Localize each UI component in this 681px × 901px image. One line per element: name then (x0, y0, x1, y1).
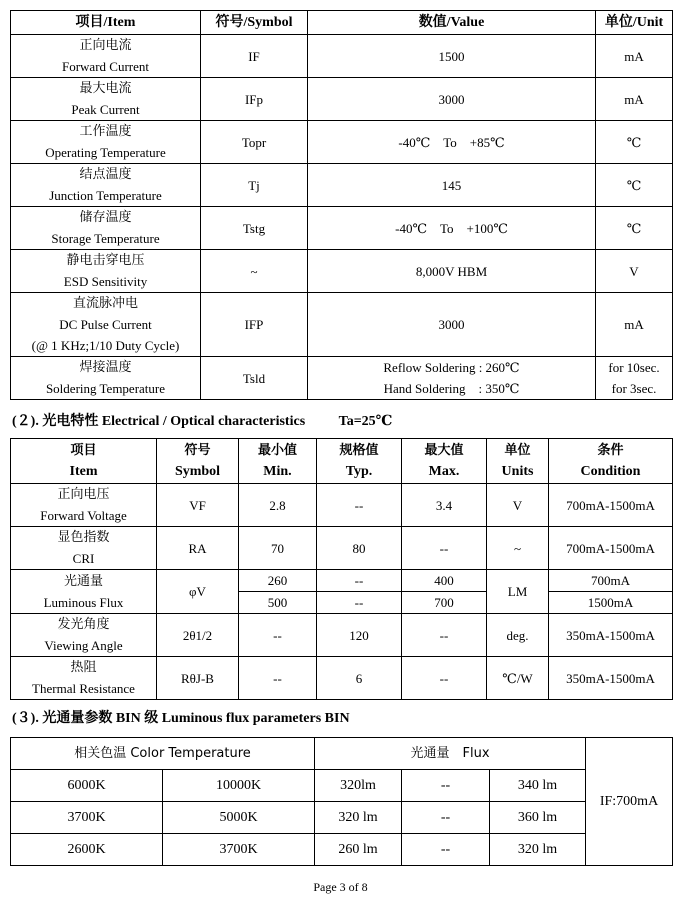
item-cell: 热阻 Thermal Resistance (11, 657, 157, 700)
symbol-cell: 2θ1/2 (157, 614, 239, 657)
unit-cell: deg. (487, 614, 549, 657)
header-condition: 条件 Condition (549, 439, 673, 484)
header-item: 项目 Item (11, 439, 157, 484)
value-cell: 3000 (308, 78, 596, 121)
condition-cell: 350mA-1500mA (549, 614, 673, 657)
item-cell: 静电击穿电压 ESD Sensitivity (11, 250, 201, 293)
flux-max-cell: 340 lm (490, 770, 586, 802)
flux-bin-table (10, 737, 673, 866)
section-3-heading (12, 707, 350, 727)
symbol-cell: φV (157, 570, 239, 614)
item-cell: 工作温度 Operating Temperature (11, 121, 201, 164)
header-unit: 单位/Unit (596, 11, 673, 35)
max-cell: 3.4 (402, 484, 487, 527)
flux-max-cell: 360 lm (490, 802, 586, 834)
value-cell: 145 (308, 164, 596, 207)
symbol-cell: Tstg (201, 207, 308, 250)
ct-min-cell: 6000K (11, 770, 163, 802)
symbol-cell: Tsld (201, 357, 308, 400)
unit-cell: mA (596, 293, 673, 357)
ct-max-cell: 3700K (163, 834, 315, 866)
separator-cell: -- (402, 802, 490, 834)
section-3-title: (３). 光通量参数 BIN 级 Luminous flux parameters BIN (12, 711, 350, 726)
table-row (11, 250, 673, 293)
unit-cell: mA (596, 35, 673, 78)
table-row (11, 78, 673, 121)
unit-cell: ℃/W (487, 657, 549, 700)
header-max: 最大值 Max. (402, 439, 487, 484)
value-cell: 1500 (308, 35, 596, 78)
unit-cell: ℃ (596, 207, 673, 250)
section-2-condition: Ta=25℃ (338, 414, 393, 429)
unit-cell: V (596, 250, 673, 293)
unit-cell: ℃ (596, 164, 673, 207)
min-cell: 500 (239, 592, 317, 614)
symbol-cell: RθJ-B (157, 657, 239, 700)
table-row (11, 484, 673, 527)
value-cell: 8,000V HBM (308, 250, 596, 293)
table-header-row (11, 738, 673, 770)
flux-min-cell: 320lm (315, 770, 402, 802)
table-row (11, 121, 673, 164)
typ-cell: -- (317, 592, 402, 614)
header-min: 最小值 Min. (239, 439, 317, 484)
typ-cell: 6 (317, 657, 402, 700)
typ-cell: -- (317, 484, 402, 527)
item-cell: 直流脉冲电 DC Pulse Current (@ 1 KHz;1/10 Duty Cycle) (11, 293, 201, 357)
table-row (11, 207, 673, 250)
symbol-cell: IFp (201, 78, 308, 121)
symbol-cell: IF (201, 35, 308, 78)
item-cell: 焊接温度 Soldering Temperature (11, 357, 201, 400)
item-cell: 显色指数 CRI (11, 527, 157, 570)
condition-cell: IF:700mA (586, 738, 673, 866)
symbol-cell: ~ (201, 250, 308, 293)
table-row (11, 570, 673, 592)
min-cell: -- (239, 657, 317, 700)
table-row (11, 802, 673, 834)
typ-cell: 80 (317, 527, 402, 570)
table-row (11, 614, 673, 657)
symbol-cell: Tj (201, 164, 308, 207)
separator-cell: -- (402, 770, 490, 802)
symbol-cell: Topr (201, 121, 308, 164)
table-row (11, 35, 673, 78)
table-row (11, 834, 673, 866)
value-cell: Reflow Soldering : 260℃ Hand Soldering : 350℃ (308, 357, 596, 400)
table-header-row (11, 11, 673, 35)
unit-cell: V (487, 484, 549, 527)
ct-max-cell: 10000K (163, 770, 315, 802)
separator-cell: -- (402, 834, 490, 866)
condition-cell: 1500mA (549, 592, 673, 614)
page-footer: Page 3 of 8 (313, 880, 368, 894)
table-row (11, 657, 673, 700)
max-cell: 700 (402, 592, 487, 614)
table-row (11, 770, 673, 802)
unit-cell: ~ (487, 527, 549, 570)
header-color-temperature: 相关色温 Color Temperature (11, 738, 315, 770)
section-2-heading (12, 410, 392, 430)
table-row (11, 164, 673, 207)
flux-max-cell: 320 lm (490, 834, 586, 866)
table-row (11, 293, 673, 357)
condition-cell: 700mA-1500mA (549, 484, 673, 527)
ct-max-cell: 5000K (163, 802, 315, 834)
ct-min-cell: 3700K (11, 802, 163, 834)
section-2-title: (２). 光电特性 Electrical / Optical characteristics (12, 414, 306, 429)
electrical-optical-table (10, 438, 673, 700)
min-cell: 260 (239, 570, 317, 592)
table-row (11, 527, 673, 570)
header-units: 单位 Units (487, 439, 549, 484)
absolute-ratings-table (10, 10, 673, 400)
value-cell: -40℃ To +85℃ (308, 121, 596, 164)
unit-cell: LM (487, 570, 549, 614)
unit-cell: mA (596, 78, 673, 121)
header-typ: 规格值 Typ. (317, 439, 402, 484)
header-item: 项目/Item (11, 11, 201, 35)
max-cell: -- (402, 657, 487, 700)
max-cell: -- (402, 614, 487, 657)
header-value: 数值/Value (308, 11, 596, 35)
value-cell: 3000 (308, 293, 596, 357)
table-header-row (11, 439, 673, 484)
min-cell: 70 (239, 527, 317, 570)
max-cell: 400 (402, 570, 487, 592)
max-cell: -- (402, 527, 487, 570)
item-cell: 结点温度 Junction Temperature (11, 164, 201, 207)
min-cell: -- (239, 614, 317, 657)
typ-cell: 120 (317, 614, 402, 657)
item-cell: 最大电流 Peak Current (11, 78, 201, 121)
symbol-cell: IFP (201, 293, 308, 357)
header-symbol: 符号/Symbol (201, 11, 308, 35)
min-cell: 2.8 (239, 484, 317, 527)
flux-min-cell: 320 lm (315, 802, 402, 834)
symbol-cell: VF (157, 484, 239, 527)
typ-cell: -- (317, 570, 402, 592)
condition-cell: 350mA-1500mA (549, 657, 673, 700)
ct-min-cell: 2600K (11, 834, 163, 866)
header-symbol: 符号 Symbol (157, 439, 239, 484)
table-row (11, 357, 673, 400)
symbol-cell: RA (157, 527, 239, 570)
condition-cell: 700mA-1500mA (549, 527, 673, 570)
item-cell: 正向电压 Forward Voltage (11, 484, 157, 527)
item-cell: 储存温度 Storage Temperature (11, 207, 201, 250)
item-cell: 发光角度 Viewing Angle (11, 614, 157, 657)
header-flux: 光通量 Flux (315, 738, 586, 770)
unit-cell: for 10sec. for 3sec. (596, 357, 673, 400)
value-cell: -40℃ To +100℃ (308, 207, 596, 250)
item-cell: 正向电流 Forward Current (11, 35, 201, 78)
unit-cell: ℃ (596, 121, 673, 164)
condition-cell: 700mA (549, 570, 673, 592)
item-cell: 光通量 Luminous Flux (11, 570, 157, 614)
flux-min-cell: 260 lm (315, 834, 402, 866)
